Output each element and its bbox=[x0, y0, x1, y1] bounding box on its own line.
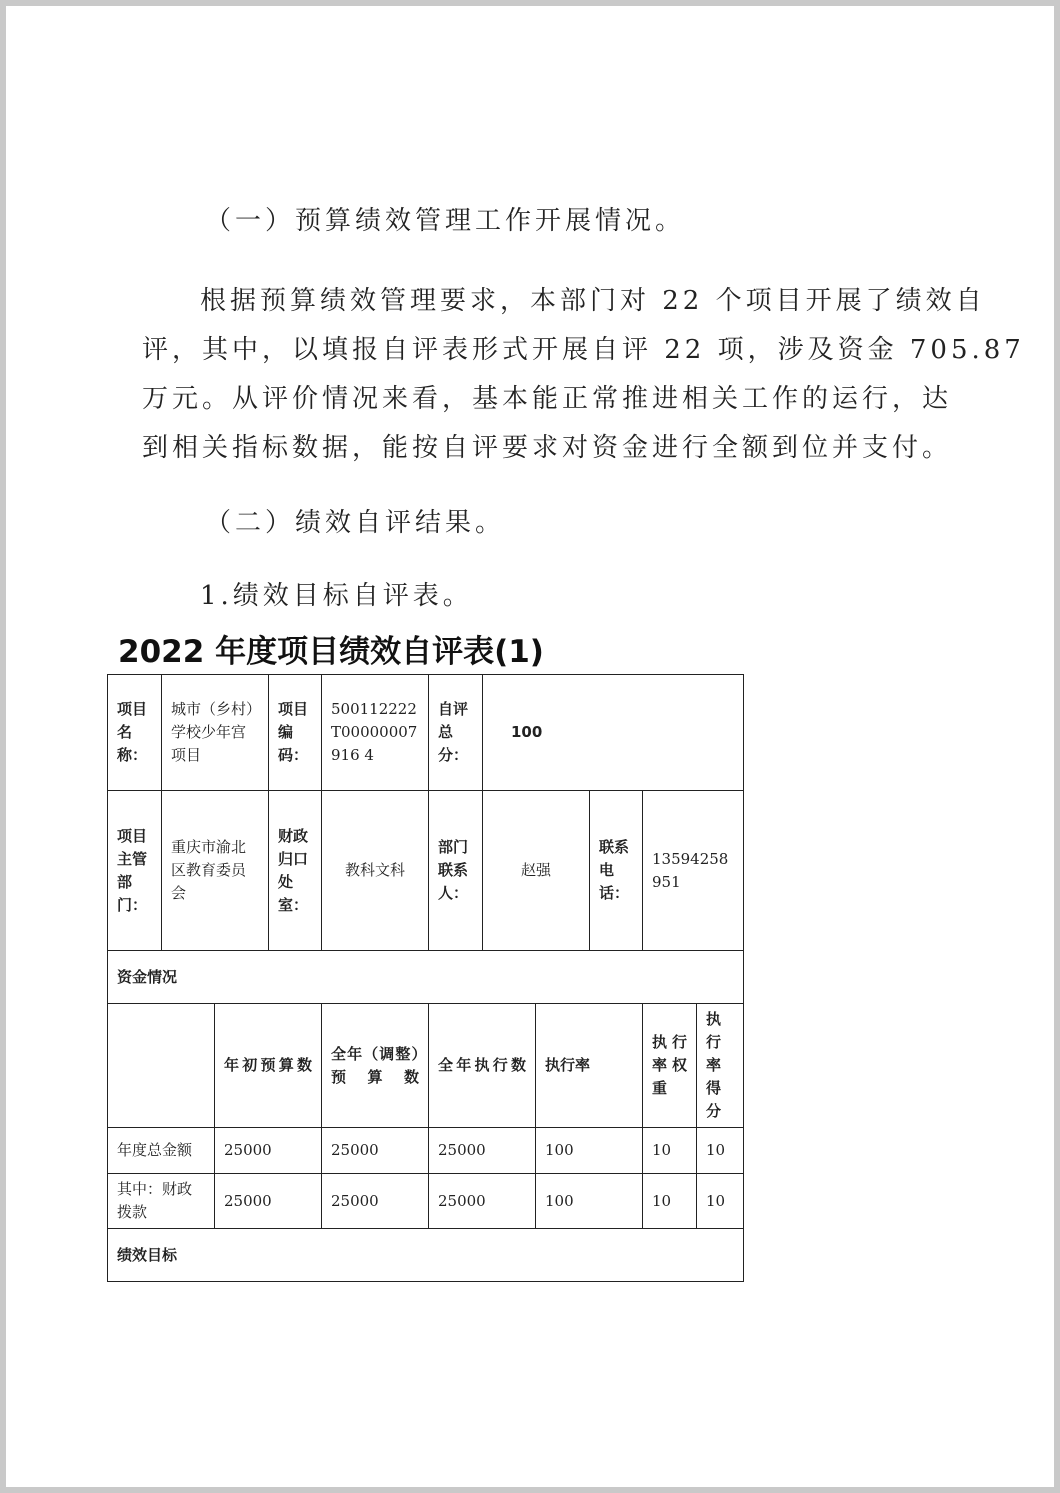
paragraph-line-4: 到相关指标数据，能按自评要求对资金进行全额到位并支付。 bbox=[142, 433, 953, 463]
fund-cell: 25000 bbox=[322, 1128, 429, 1174]
table-row bbox=[108, 1174, 744, 1229]
finance-office-value: 教科文科 bbox=[322, 791, 429, 951]
fund-cell: 10 bbox=[643, 1174, 697, 1229]
table-row bbox=[108, 791, 744, 951]
phone-value: 13594258951 bbox=[643, 791, 744, 951]
fund-cell: 100 bbox=[536, 1174, 643, 1229]
fund-corner-cell bbox=[108, 1004, 215, 1128]
project-name-label: 项目名称： bbox=[108, 675, 162, 791]
fund-col-rate-weight: 执行率权重 bbox=[643, 1004, 697, 1128]
self-score-label: 自评总分： bbox=[429, 675, 483, 791]
fund-cell: 100 bbox=[536, 1128, 643, 1174]
fund-row-label: 年度总金额 bbox=[108, 1128, 215, 1174]
dept-label: 项目主管部门： bbox=[108, 791, 162, 951]
project-name-value: 城市（乡村）学校少年宫项目 bbox=[162, 675, 269, 791]
fund-cell: 25000 bbox=[429, 1128, 536, 1174]
self-score-value: 100 bbox=[483, 675, 744, 791]
table-title: 2022 年度项目绩效自评表(1) bbox=[118, 634, 544, 670]
fund-col-initial-budget: 年初预算数 bbox=[215, 1004, 322, 1128]
performance-evaluation-table bbox=[107, 674, 744, 1282]
paragraph-line-3: 万元。从评价情况来看，基本能正常推进相关工作的运行，达 bbox=[142, 384, 953, 414]
fund-cell: 10 bbox=[697, 1128, 744, 1174]
paragraph-line-2: 评，其中，以填报自评表形式开展自评 22 项，涉及资金 705.87 bbox=[142, 335, 1025, 365]
table-row bbox=[108, 951, 744, 1004]
fund-col-rate-score: 执行率得分 bbox=[697, 1004, 744, 1128]
fund-cell: 25000 bbox=[215, 1128, 322, 1174]
table-row bbox=[108, 1229, 744, 1282]
fund-cell: 25000 bbox=[429, 1174, 536, 1229]
section-1-heading: （一）预算绩效管理工作开展情况。 bbox=[205, 206, 686, 236]
table-row bbox=[108, 675, 744, 791]
section-2-heading: （二）绩效自评结果。 bbox=[205, 508, 506, 538]
table-row bbox=[108, 1004, 744, 1128]
fund-cell: 25000 bbox=[215, 1174, 322, 1229]
finance-office-label: 财政归口处室： bbox=[269, 791, 322, 951]
fund-col-execution: 全年执行数 bbox=[429, 1004, 536, 1128]
fund-col-adjusted-budget: 全年（调整）预算数 bbox=[322, 1004, 429, 1128]
fund-cell: 10 bbox=[697, 1174, 744, 1229]
goals-header: 绩效目标 bbox=[108, 1229, 744, 1282]
funds-header: 资金情况 bbox=[108, 951, 744, 1004]
contact-value: 赵强 bbox=[483, 791, 590, 951]
contact-label: 部门联系人： bbox=[429, 791, 483, 951]
fund-cell: 25000 bbox=[322, 1174, 429, 1229]
project-code-label: 项目编码： bbox=[269, 675, 322, 791]
fund-cell: 10 bbox=[643, 1128, 697, 1174]
project-code-value: 500112222T00000007916 4 bbox=[322, 675, 429, 791]
fund-row-label: 其中：财政拨款 bbox=[108, 1174, 215, 1229]
table-row bbox=[108, 1128, 744, 1174]
section-2-subheading: 1.绩效目标自评表。 bbox=[200, 581, 473, 611]
fund-col-execution-rate: 执行率 bbox=[536, 1004, 643, 1128]
paragraph-line-1: 根据预算绩效管理要求，本部门对 22 个项目开展了绩效自 bbox=[200, 286, 986, 316]
phone-label: 联系电话： bbox=[590, 791, 643, 951]
dept-value: 重庆市渝北区教育委员会 bbox=[162, 791, 269, 951]
